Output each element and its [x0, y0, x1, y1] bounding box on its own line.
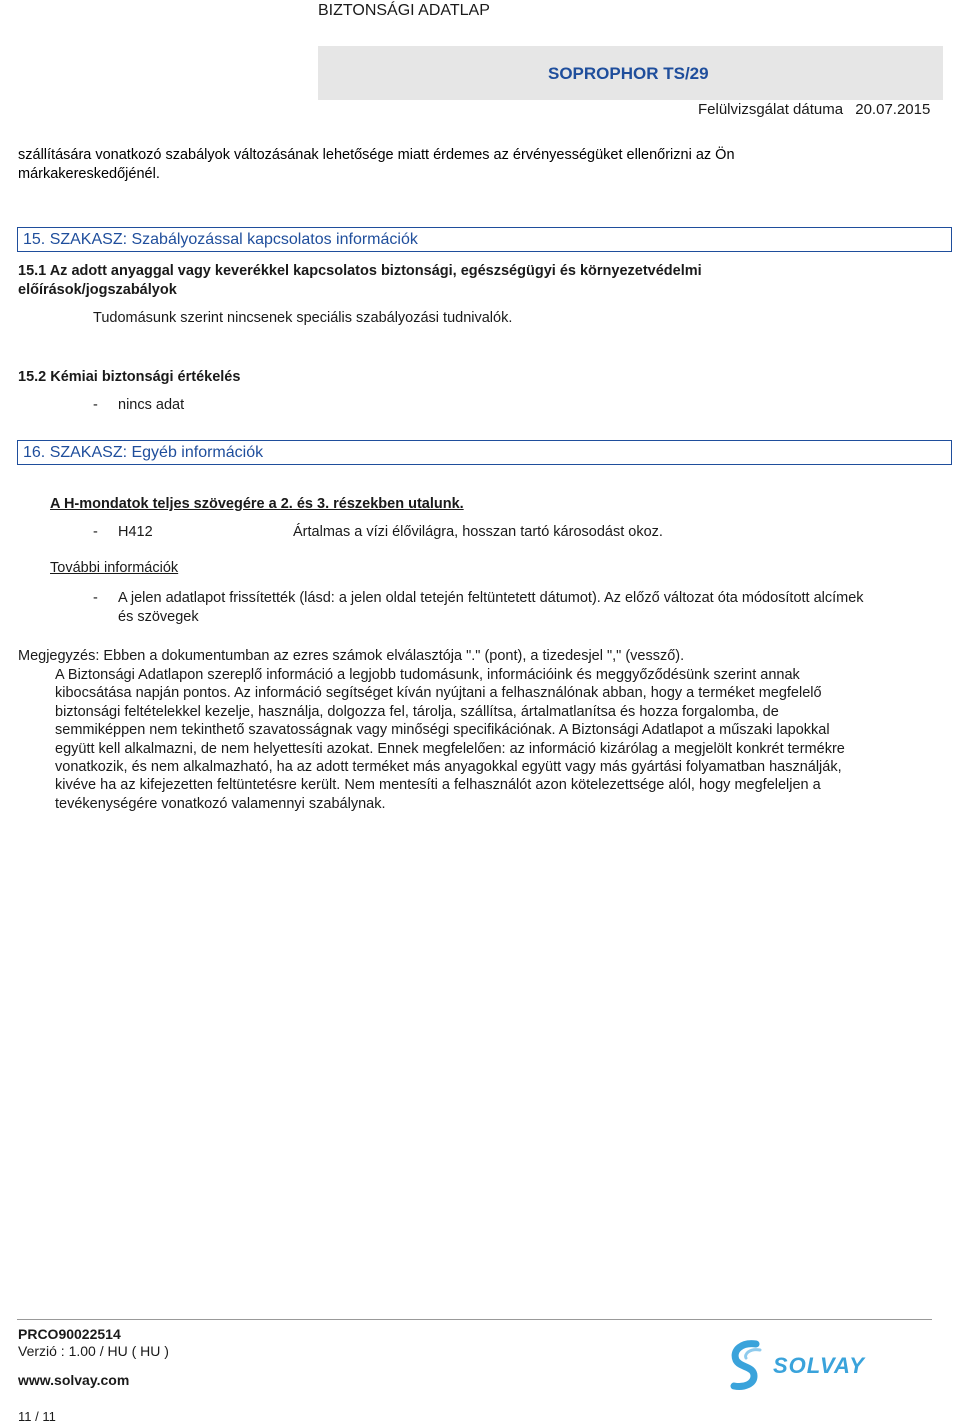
disclaimer-line: együtt kell alkalmazni, de nem helyettesíti azokat. Ennek megfelelően: az információ kizárólag a megjelölt konkrét termékre — [55, 740, 845, 757]
disclaimer-line: tevékenységére vonatkozó valamennyi szabálynak. — [55, 795, 386, 812]
subsection-15-1-line: előírások/jogszabályok — [18, 282, 177, 298]
list-item-text: nincs adat — [118, 397, 185, 413]
disclaimer-line: biztonsági feltételekkel kezelje, használja, dolgozza fel, tárolja, szállítsa, ártalmatlanítsa és hozza forgalomba, de — [55, 703, 779, 720]
intro-paragraph — [18, 146, 898, 183]
h-statement-code: H412 — [118, 524, 153, 540]
revision-date-line — [698, 101, 930, 118]
subsection-15-1-title — [18, 262, 702, 300]
list-dash: - — [93, 590, 98, 606]
section-16-title: 16. SZAKASZ: Egyéb információk — [17, 440, 952, 465]
further-info-line: és szövegek — [118, 609, 199, 625]
section-15-title: 15. SZAKASZ: Szabályozással kapcsolatos információk — [17, 227, 952, 252]
further-info-item — [93, 589, 864, 627]
footer-version: Verzió : 1.00 / HU ( HU ) — [18, 1343, 169, 1359]
h-statement-row — [93, 524, 153, 540]
note-first-line: Megjegyzés: Ebben a dokumentumban az ezres számok elválasztója "." (pont), a tizedesjel "," (vessző). — [18, 648, 685, 664]
subsection-15-1-line: 15.1 Az adott anyaggal vagy keverékkel kapcsolatos biztonsági, egészségügyi és környezetvédelmi — [18, 263, 702, 279]
footer-website[interactable]: www.solvay.com — [18, 1372, 130, 1388]
h-statement-text: Ártalmas a vízi élővilágra, hosszan tartó károsodást okoz. — [293, 524, 663, 540]
disclaimer-line: A Biztonsági Adatlapon szereplő információ a legjobb tudomásunk, információink és meggyőződésünk szerint annak — [55, 667, 800, 683]
disclaimer-paragraph — [55, 666, 845, 813]
intro-line: márkakereskedőjénél. — [18, 165, 160, 182]
disclaimer-line: kivéve ha az kifejezetten feltüntetésre került. Nem mentesíti a felhasználót azon kötelezettsége alól, hogy megfeleljen a — [55, 777, 821, 794]
subsection-15-1-text: Tudomásunk szerint nincsenek speciális szabályozási tudnivalók. — [93, 310, 513, 326]
document-type-title: BIZTONSÁGI ADATLAP — [318, 2, 490, 19]
further-info-line: A jelen adatlapot frissítették (lásd: a jelen oldal tetején feltüntetett dátumot). Az előző változat óta módosított alcímek — [118, 590, 864, 606]
solvay-logo-icon — [726, 1340, 766, 1398]
revision-date: 20.07.2015 — [855, 101, 931, 118]
list-dash: - — [93, 397, 98, 413]
footer-product-code: PRCO90022514 — [18, 1326, 121, 1342]
subsection-15-2-title: 15.2 Kémiai biztonsági értékelés — [18, 369, 241, 385]
footer-page-number: 11 / 11 — [18, 1409, 56, 1424]
product-name: SOPROPHOR TS/29 — [548, 64, 709, 83]
footer-divider — [17, 1319, 932, 1320]
solvay-logo-text: SOLVAY — [773, 1353, 865, 1378]
disclaimer-line: vonatkozik, és nem alkalmazható, ha az adott terméket más anyagokkal együtt vagy más gyártási folyamatban használják, — [55, 759, 842, 776]
disclaimer-line: kibocsátása napján pontos. Az információ segítséget kíván nyújtani a felhasználónak abban, hogy a terméket megfelelő — [55, 685, 822, 702]
further-info-title: További információk — [50, 560, 179, 576]
disclaimer-line: semmiképpen nem tekinthető szavatosságnak vagy minőségi specifikációnak. A Biztonsági Adatlapot a műszaki lapokkal — [55, 722, 830, 739]
h-statements-title: A H-mondatok teljes szövegére a 2. és 3. részekben utalunk. — [50, 496, 464, 512]
revision-label: Felülvizsgálat dátuma — [698, 101, 844, 118]
intro-line: szállítására vonatkozó szabályok változásának lehetősége miatt érdemes az érvényességüket ellenőrizni az Ön — [18, 147, 735, 163]
list-dash: - — [93, 524, 98, 540]
subsection-15-2-item — [93, 397, 184, 413]
